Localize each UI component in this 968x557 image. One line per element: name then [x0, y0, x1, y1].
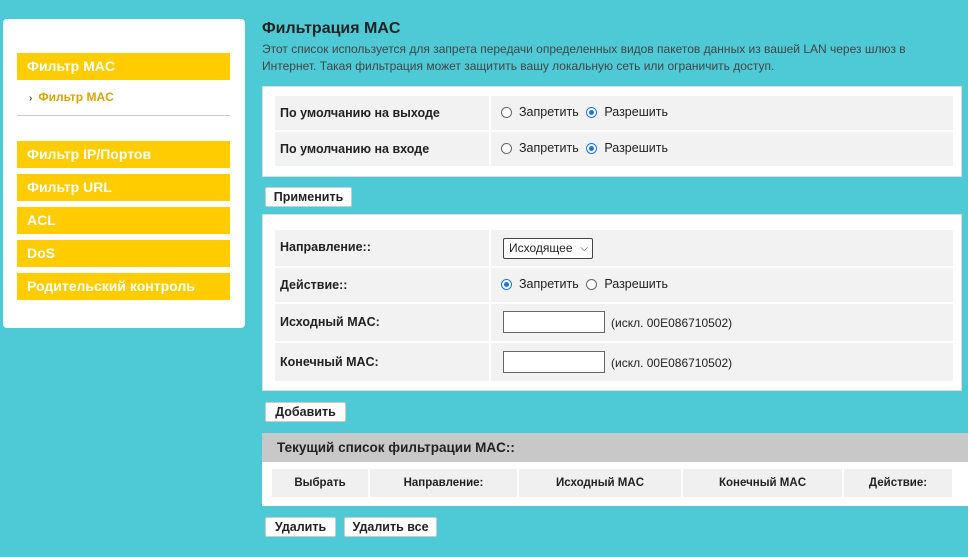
column-header-direction: Направление: [370, 469, 517, 497]
delete-button[interactable]: Удалить [265, 517, 336, 537]
src-mac-row [275, 304, 951, 341]
sidebar-subitem-mac-filter[interactable] [29, 90, 114, 104]
page-description: Этот список используется для запрета передачи определенных видов пакетов данных из вашей LAN через шлюз в Интернет. Такая фильтрация может защитить вашу локальную сеть или ограничить доступ. [262, 42, 906, 73]
radio-circle-icon [501, 143, 512, 154]
page-title: Фильтрация MAC [262, 20, 401, 37]
radio-selected-icon [501, 279, 512, 290]
sidebar-item-mac-filter[interactable]: Фильтр MAC [17, 53, 230, 80]
sidebar-item-url-filter[interactable]: Фильтр URL [17, 174, 230, 201]
dst-mac-label: Конечный MAC: [280, 355, 379, 369]
sidebar-item-dos[interactable]: DoS [17, 240, 230, 267]
sidebar-item-ip-port-filter[interactable]: Фильтр IP/Портов [17, 141, 230, 168]
src-mac-label: Исходный MAC: [280, 315, 380, 329]
column-header-src-mac: Исходный MAC [519, 469, 681, 497]
action-allow-radio[interactable]: Разрешить [586, 277, 668, 291]
incoming-default-row [275, 132, 951, 166]
direction-label: Направление:: [280, 240, 371, 254]
chevron-right-icon: › [29, 93, 33, 104]
incoming-deny-radio[interactable]: Запретить [501, 141, 579, 155]
radio-selected-icon [586, 107, 597, 118]
radio-selected-icon [586, 143, 597, 154]
dst-mac-input[interactable] [503, 351, 605, 373]
chevron-down-icon: ⌵ [580, 243, 588, 254]
direction-row [275, 230, 951, 266]
sidebar [3, 19, 245, 328]
direction-select[interactable]: Исходящее ⌵ [503, 238, 593, 259]
action-row [275, 268, 951, 302]
dst-mac-row [275, 343, 951, 381]
add-button[interactable]: Добавить [265, 402, 346, 422]
defaults-panel [262, 86, 962, 177]
dst-mac-hint: (искл. 00E086710502) [611, 356, 733, 370]
apply-button[interactable]: Применить [265, 187, 352, 207]
sidebar-subitem-label: Фильтр MAC [38, 90, 114, 104]
outgoing-default-row [275, 96, 951, 130]
action-label: Действие:: [280, 278, 348, 292]
sidebar-item-acl[interactable]: ACL [17, 207, 230, 234]
column-header-dst-mac: Конечный MAC [683, 469, 842, 497]
column-header-action: Действие: [844, 469, 952, 497]
radio-circle-icon [501, 107, 512, 118]
delete-all-button[interactable]: Удалить все [344, 517, 437, 537]
src-mac-hint: (искл. 00E086710502) [611, 316, 733, 330]
outgoing-deny-radio[interactable]: Запретить [501, 105, 579, 119]
filter-list-table [262, 462, 968, 506]
column-header-select: Выбрать [272, 469, 368, 497]
action-deny-radio[interactable]: Запретить [501, 277, 579, 291]
incoming-allow-radio[interactable]: Разрешить [586, 141, 668, 155]
filter-list-title: Текущий список фильтрации MAC:: [262, 433, 968, 462]
outgoing-default-label: По умолчанию на выходе [280, 106, 440, 120]
sidebar-item-parental-control[interactable]: Родительский контроль [17, 273, 230, 300]
rule-panel [262, 214, 962, 391]
radio-circle-icon [586, 279, 597, 290]
sidebar-divider [17, 115, 230, 116]
src-mac-input[interactable] [503, 311, 605, 333]
outgoing-allow-radio[interactable]: Разрешить [586, 105, 668, 119]
incoming-default-label: По умолчанию на входе [280, 142, 430, 156]
